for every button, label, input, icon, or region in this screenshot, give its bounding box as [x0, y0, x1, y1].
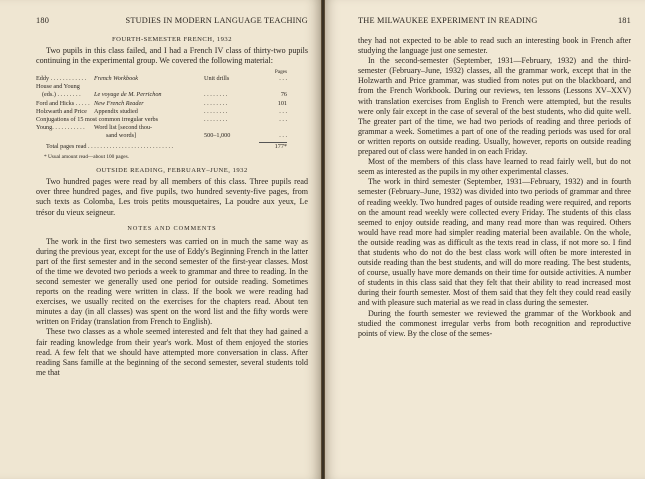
table-row: (eds.) . . . . . . . . Le voyage de M. Perrichon . . . . . . . . 76 [42, 91, 287, 99]
section-heading-fourth-semester: FOURTH-SEMESTER FRENCH, 1932 [111, 36, 233, 43]
paragraph: Two pupils in this class failed, and I had a French IV class of thirty-two pupils continuing in the experimental group. We covered the following material: [36, 46, 308, 66]
footnote: * Usual amount read—about 100 pages. [44, 154, 130, 161]
pages-column-header: Pages [274, 69, 287, 76]
section-heading-outside-reading: OUTSIDE READING, FEBRUARY–JUNE, 1932 [96, 167, 248, 175]
total-row: Total pages read . . . . . . . . . . . . . . . . . . . . . . . . . . . . 177* [46, 143, 287, 151]
left-page [0, 0, 322, 479]
right-running-title: THE MILWAUKEE EXPERIMENT IN READING [358, 16, 538, 25]
left-running-title: STUDIES IN MODERN LANGUAGE TEACHING [125, 16, 308, 25]
paragraph: they had not expected to be able to read such an interesting book in French after studying the language just one semester. [358, 36, 631, 56]
left-page-number: 180 [36, 16, 50, 25]
table-row: sand words] 500–1,000 . . . [106, 131, 287, 139]
table-row: Conjugations of 15 most common irregular verbs . . . . . . . . . . . [36, 115, 287, 123]
right-page [322, 0, 645, 479]
paragraph: The work in third semester (September, 1931—February, 1932) and in fourth semester (February–June, 1932) was divided into two periods of grammar and three of reading weekly. Two hundred pages of outside reading were required, and reports on the amount read weekly were collected every Friday. The students of this class seemed to enjoy outside reading, and many read more than was required. Others would have read more had simpler reading material been available. On the whole, the outside reading was as difficult as the texts read in class, if not more so. I find that students who do not do the best class work will often be more interested in outside reading than the best students, and will do more reading. The best students, of course, usually have more demands on their time for outside activities. A number of students in this class said that they felt that their ability to read increased most during their fourth semester. Most of them said that they felt they could read easily and with pleasure such material as we read in class during the semester. [358, 177, 631, 308]
book-gutter [321, 0, 325, 479]
paragraph: Two hundred pages were read by all members of this class. Three pupils read over three hundred pages, and five pupils, two hundred seventy-five pages, from such texts as Colomba, Les trois petits mousquetaires, La poudre aux yeux, Le trésor du vieux seigneur. [36, 177, 308, 217]
table-row: Holzwarth and Price Appendix studied . . . . . . . . . . . [36, 107, 287, 115]
paragraph: Most of the members of this class have learned to read fairly well, but do not seem as interested as the pupils in my other experimental classes. [358, 157, 631, 177]
paragraph: These two classes as a whole seemed interested and felt that they had gained a fair reading knowledge from their year's work. Most of them enjoyed the stories read. A few felt that we should have attempted more conversation in class. After reading Sans famille at the beginning of the second semester, several students told me that [36, 327, 308, 377]
right-running-head [358, 16, 631, 25]
right-page-number: 181 [617, 16, 631, 25]
section-heading-notes: NOTES AND COMMENTS [127, 224, 217, 232]
paragraph: In the second-semester (September, 1931—February, 1932) and the third-semester (February–June, 1932) classes, all the grammar work, except that in the Holzwarth and Price grammar, was studied from notes put on the blackboard, and from the French Workbook. During our reviews, ten lessons (Lessons XV–XXV) with translation exercises from English to French were attempted, but the results were only fair except in the case of several of the best students, who did quite well. The greater part of the time, we had two periods of reading and three periods of grammar a week. Sometimes a part of one of the reading periods was used for oral or written reports on outside reading. Usually, however, reports on outside reading prepared out of class were handed in on each Friday. [358, 56, 631, 157]
table-row: Ford and Hicks . . . . . New French Reader . . . . . . . . 101 [36, 99, 287, 107]
table-row: Eddy . . . . . . . . . . . . French Workbook Unit drills . . . [36, 75, 287, 83]
left-running-head [36, 16, 308, 25]
paragraph: During the fourth semester we reviewed the grammar of the Workbook and studied the commonest irregular verbs from both recognition and reproductive points of view. By the close of the semes- [358, 308, 631, 338]
table-row: House and Young [36, 83, 80, 91]
material-table [36, 68, 308, 161]
paragraph: The work in the first two semesters was carried on in much the same way as during the previous year, except for the use of Eddy's Beginning French in the latter part of the first semester and in the second semester of the first-year classes. Most of the time we devoted two periods a week to grammar and three to reading. In the second semester we generally used one period for outside reading. Sometimes reports on the reading were written in class. If the book we were reading had exercises, we usually recited on the exercises for the chapters read. About ten minutes a day (in all classes) was spent on the word list and the fifty words were written on Friday (translation from French to English). [36, 236, 308, 327]
table-row: Young. . . . . . . . . . . Word list [second thou- [36, 123, 153, 131]
